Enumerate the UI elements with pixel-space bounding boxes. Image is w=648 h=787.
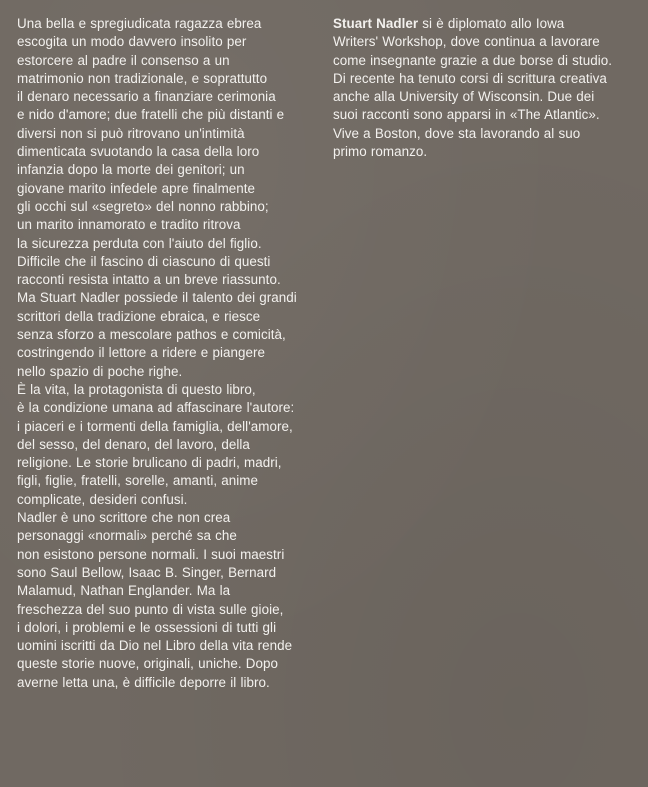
synopsis-line: diversi non si può ritrovano un'intimità [17, 125, 245, 141]
synopsis-line: Malamud, Nathan Englander. Ma la [17, 583, 231, 599]
synopsis-line: uomini iscritti da Dio nel Libro della vita rende [17, 638, 293, 654]
author-bio-line: Di recente ha tenuto corsi di scrittura creativa [333, 70, 607, 86]
synopsis-line: del sesso, del denaro, del lavoro, della [17, 436, 250, 452]
synopsis-line: Difficile che il fascino di ciascuno di questi [17, 253, 271, 269]
author-bio-first-line [333, 15, 638, 33]
synopsis-line: escogita un modo davvero insolito per [17, 34, 247, 50]
synopsis-line: Una bella e spregiudicata ragazza ebrea [17, 16, 262, 31]
author-bio-line: Vive a Boston, dove sta lavorando al suo [333, 125, 581, 141]
synopsis-line: queste storie nuove, originali, uniche. Dopo [17, 656, 279, 672]
synopsis-line: è la condizione umana ad affascinare l'autore: [17, 400, 295, 416]
synopsis-line: il denaro necessario a finanziare cerimonia [17, 89, 276, 105]
synopsis-line: non esistono persone normali. I suoi maestri [17, 546, 285, 562]
synopsis-line: complicate, desideri confusi. [17, 491, 188, 507]
synopsis-line: Ma Stuart Nadler possiede il talento dei grandi [17, 290, 297, 306]
synopsis-line: È la vita, la protagonista di questo libro, [17, 381, 256, 397]
synopsis-line: racconti resista intatto a un breve riassunto. [17, 272, 281, 288]
synopsis-line: scrittori della tradizione ebraica, e riesce [17, 308, 261, 324]
synopsis-line: un marito innamorato e tradito ritrova [17, 217, 241, 233]
synopsis-line: personaggi «normali» perché sa che [17, 528, 237, 544]
synopsis-line: matrimonio non tradizionale, e soprattutto [17, 70, 268, 86]
synopsis-line: dimenticata svuotando la casa della loro [17, 144, 260, 160]
author-bio-line-rest: si è diplomato allo Iowa [418, 16, 565, 31]
synopsis-line: i piaceri e i tormenti della famiglia, dell'amore, [17, 418, 293, 434]
synopsis-line: i dolori, i problemi e le ossessioni di tutti gli [17, 619, 277, 635]
synopsis-line: infanzia dopo la morte dei genitori; un [17, 162, 245, 178]
author-bio-line: primo romanzo. [333, 144, 428, 160]
synopsis-line: nello spazio di poche righe. [17, 363, 183, 379]
author-name: Stuart Nadler [333, 16, 419, 31]
synopsis-line: la sicurezza perduta con l'aiuto del figlio. [17, 235, 262, 251]
author-bio-line: Writers' Workshop, dove continua a lavorare [333, 34, 600, 50]
synopsis-line: gli occhi sul «segreto» del nonno rabbino; [17, 198, 269, 214]
synopsis-line: sono Saul Bellow, Isaac B. Singer, Bernard [17, 564, 277, 580]
author-bio-column [333, 15, 638, 161]
author-bio-line: anche alla University of Wisconsin. Due dei [333, 89, 595, 105]
synopsis-line: estorcere al padre il consenso a un [17, 52, 230, 68]
synopsis-line: figli, figlie, fratelli, sorelle, amanti, anime [17, 473, 259, 489]
synopsis-line: costringendo il lettore a ridere e piangere [17, 345, 265, 361]
author-bio-line: come insegnante grazie a due borse di studio. [333, 52, 612, 68]
synopsis-line: freschezza del suo punto di vista sulle gioie, [17, 601, 284, 617]
synopsis-line: e nido d'amore; due fratelli che più distanti e [17, 107, 285, 123]
synopsis-line: Nadler è uno scrittore che non crea [17, 510, 231, 526]
synopsis-column [17, 15, 327, 692]
synopsis-line: religione. Le storie brulicano di padri, madri, [17, 455, 282, 471]
author-bio-line: suoi racconti sono apparsi in «The Atlantic». [333, 107, 600, 123]
synopsis-line: averne letta una, è difficile deporre il libro. [17, 674, 270, 690]
synopsis-line: giovane marito infedele apre finalmente [17, 180, 256, 196]
synopsis-line: senza sforzo a mescolare pathos e comicità, [17, 327, 286, 343]
